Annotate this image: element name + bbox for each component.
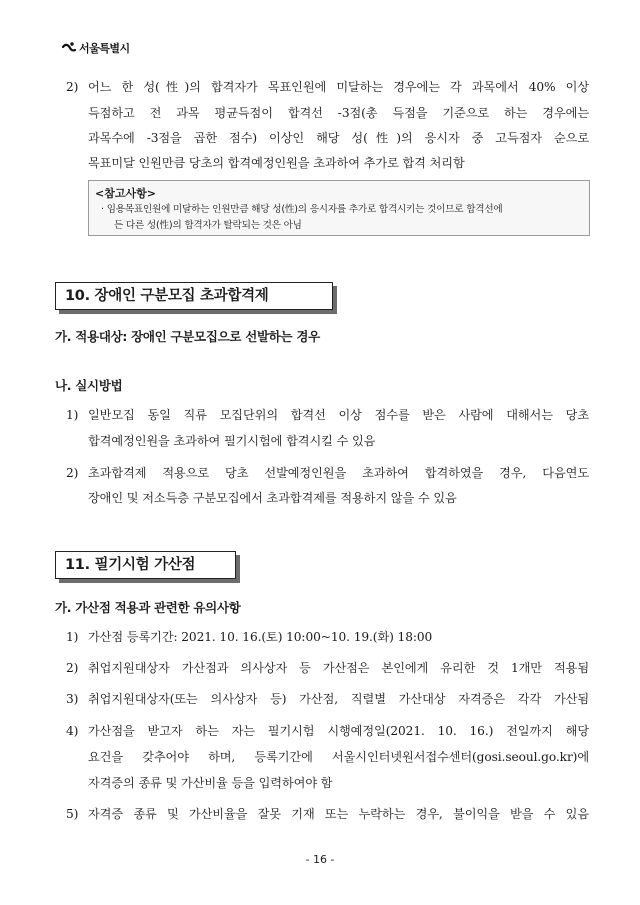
section-10-heading: 10. 장애인 구분모집 초과합격제 xyxy=(55,282,333,310)
list-item-line: 취업지원대상자 가산점과 의사상자 등 가산점은 본인에게 유리한 것 1개만 적용됨 xyxy=(88,661,589,675)
intro-item-line: 과목수에 -3점을 곱한 점수) 이상인 해당 성(性)의 응시자 중 고득점자 순으로 xyxy=(88,131,589,145)
list-item-line: 장애인 및 저소득층 구분모집에서 초과합격제를 적용하지 않을 수 있음 xyxy=(88,491,457,505)
list-item-line: 취업지원대상자(또는 의사상자 등) 가산점, 직렬별 가산대상 자격증은 각각 가산됨 xyxy=(88,692,589,706)
seoul-logo xyxy=(62,40,130,56)
section-10-sub-b: 나. 실시방법 xyxy=(55,378,123,393)
list-item-number: 5) xyxy=(66,807,79,821)
intro-item-number: 2) xyxy=(66,80,79,94)
intro-item-line: 어느 한 성(性)의 합격자가 목표인원에 미달하는 경우에는 각 과목에서 40% 이상 xyxy=(88,80,589,94)
seoul-logo-icon xyxy=(62,41,76,55)
list-item-line: 가산점을 받고자 하는 자는 필기시험 시행예정일(2021. 10. 16.) 전일까지 해당 xyxy=(88,724,589,738)
list-item-line: 가산점 등록기간: 2021. 10. 16.(토) 10:00~10. 19.(화) 18:00 xyxy=(88,630,433,644)
list-item-number: 1) xyxy=(66,630,79,644)
intro-item-line: 득점하고 전 과목 평균득점이 합격선 -3점(총 득점을 기준으로 하는 경우에는 xyxy=(88,106,589,120)
list-item-line: 초과합격제 적용으로 당초 선발예정인원을 초과하여 합격하였을 경우, 다음연도 xyxy=(88,466,589,480)
section-10-sub-a: 가. 적용대상: 장애인 구분모집으로 선발하는 경우 xyxy=(55,329,320,344)
list-item-line: 자격증의 종류 및 가산비율 등을 입력하여야 함 xyxy=(88,776,333,790)
list-item-line: 자격증 종류 및 가산비율을 잘못 기재 또는 누락하는 경우, 불이익을 받을 수 있음 xyxy=(88,807,589,821)
list-item-number: 3) xyxy=(66,692,79,706)
list-item-number: 4) xyxy=(66,724,79,738)
list-item-line: 요건을 갖추어야 하며, 등록기간에 서울시인터넷원서접수센터(gosi.seoul.go.kr)에 xyxy=(88,750,589,764)
page-number: - 16 - xyxy=(305,853,335,866)
list-item-number: 1) xyxy=(66,408,79,422)
note-title: <참고사항> xyxy=(95,187,156,200)
note-line: 든 다른 성(性)의 합격자가 탈락되는 것은 아님 xyxy=(114,220,302,231)
note-line: · 임용목표인원에 미달하는 인원만큼 해당 성(性)의 응시자를 추가로 합격시키는 것이므로 합격선에 xyxy=(101,204,503,215)
section-11-sub-a: 가. 가산점 적용과 관련한 유의사항 xyxy=(55,600,241,615)
intro-item-line: 목표미달 인원만큼 당초의 합격예정인원을 초과하여 추가로 합격 처리함 xyxy=(88,156,465,170)
list-item-line: 일반모집 동일 직류 모집단위의 합격선 이상 점수를 받은 사람에 대해서는 당초 xyxy=(88,408,589,422)
section-11-heading: 11. 필기시험 가산점 xyxy=(55,551,236,579)
list-item-line: 합격예정인원을 초과하여 필기시험에 합격시킬 수 있음 xyxy=(88,434,376,448)
reference-note-box xyxy=(88,180,590,236)
list-item-number: 2) xyxy=(66,466,79,480)
logo-text: 서울특별시 xyxy=(79,42,130,55)
list-item-number: 2) xyxy=(66,661,79,675)
